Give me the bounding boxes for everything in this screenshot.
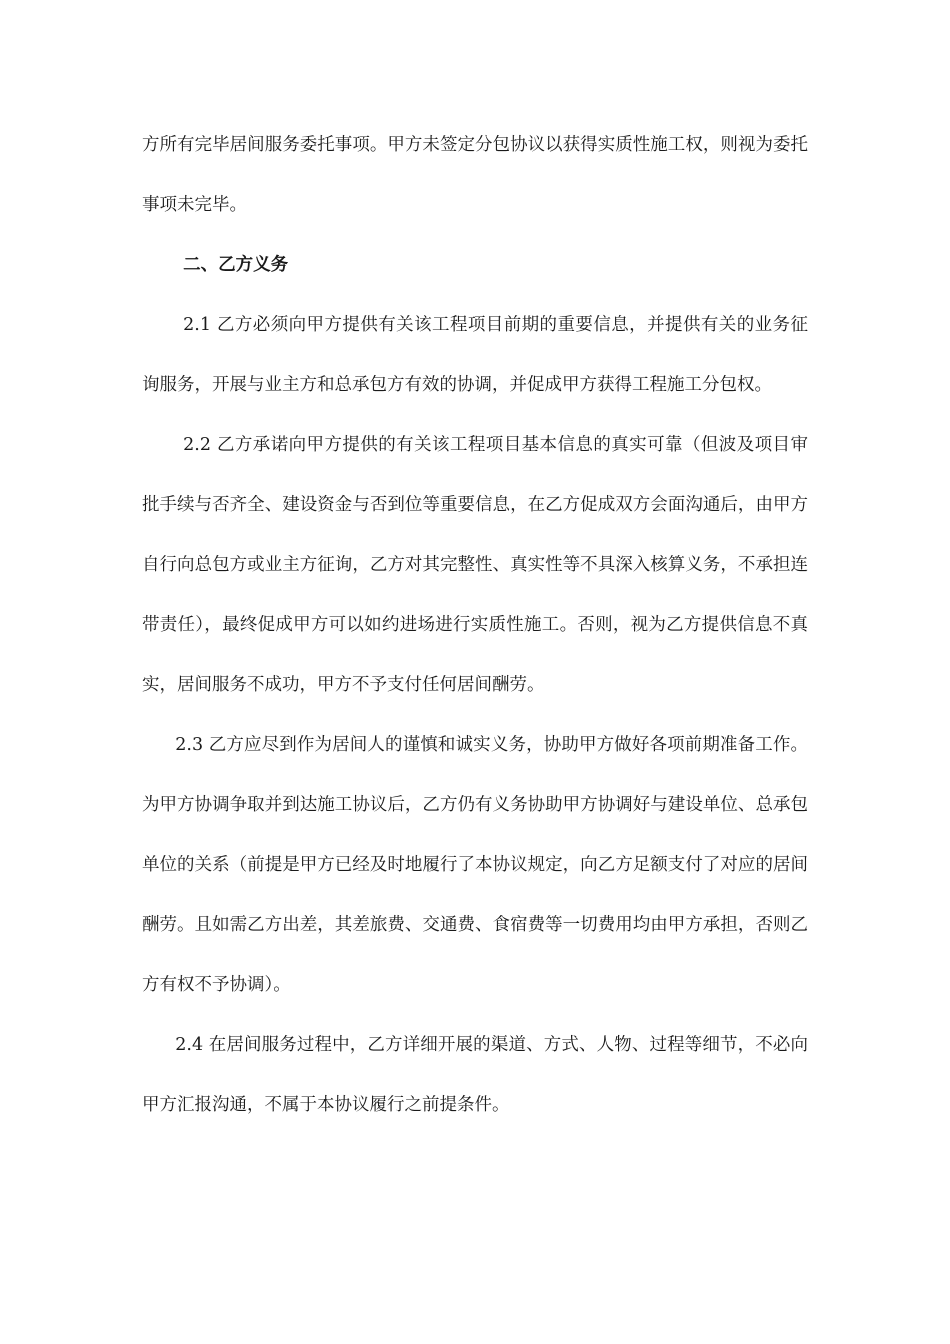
- clause-2-2: 2.2 乙方承诺向甲方提供的有关该工程项目基本信息的真实可靠（但波及项目审批手续与否齐全、建设资金与否到位等重要信息，在乙方促成双方会面沟通后，由甲方自行向总包方或业主方征询，乙方对其完整性、真实性等不具深入核算义务，不承担连带责任），最终促成甲方可以如约进场进行实质性施工。否则，视为乙方提供信息不真实，居间服务不成功，甲方不予支付任何居间酬劳。: [142, 435, 808, 695]
- clause-2-1: 2.1 乙方必须向甲方提供有关该工程项目前期的重要信息，并提供有关的业务征询服务，开展与业主方和总承包方有效的协调，并促成甲方获得工程施工分包权。: [142, 315, 808, 395]
- paragraph-continuation: 方所有完毕居间服务委托事项。甲方未签定分包协议以获得实质性施工权，则视为委托事项未完毕。: [142, 135, 808, 215]
- section-heading-party-b-obligations: 二、乙方义务: [183, 255, 289, 275]
- document-body: [142, 115, 808, 1135]
- clause-2-3: 2.3 乙方应尽到作为居间人的谨慎和诚实义务，协助甲方做好各项前期准备工作。为甲方协调争取并到达施工协议后，乙方仍有义务协助甲方协调好与建设单位、总承包单位的关系（前提是甲方已经及时地履行了本协议规定，向乙方足额支付了对应的居间酬劳。且如需乙方出差，其差旅费、交通费、食宿费等一切费用均由甲方承担，否则乙方有权不予协调）。: [142, 735, 808, 995]
- clause-2-4: 2.4 在居间服务过程中，乙方详细开展的渠道、方式、人物、过程等细节，不必向甲方汇报沟通，不属于本协议履行之前提条件。: [142, 1035, 808, 1115]
